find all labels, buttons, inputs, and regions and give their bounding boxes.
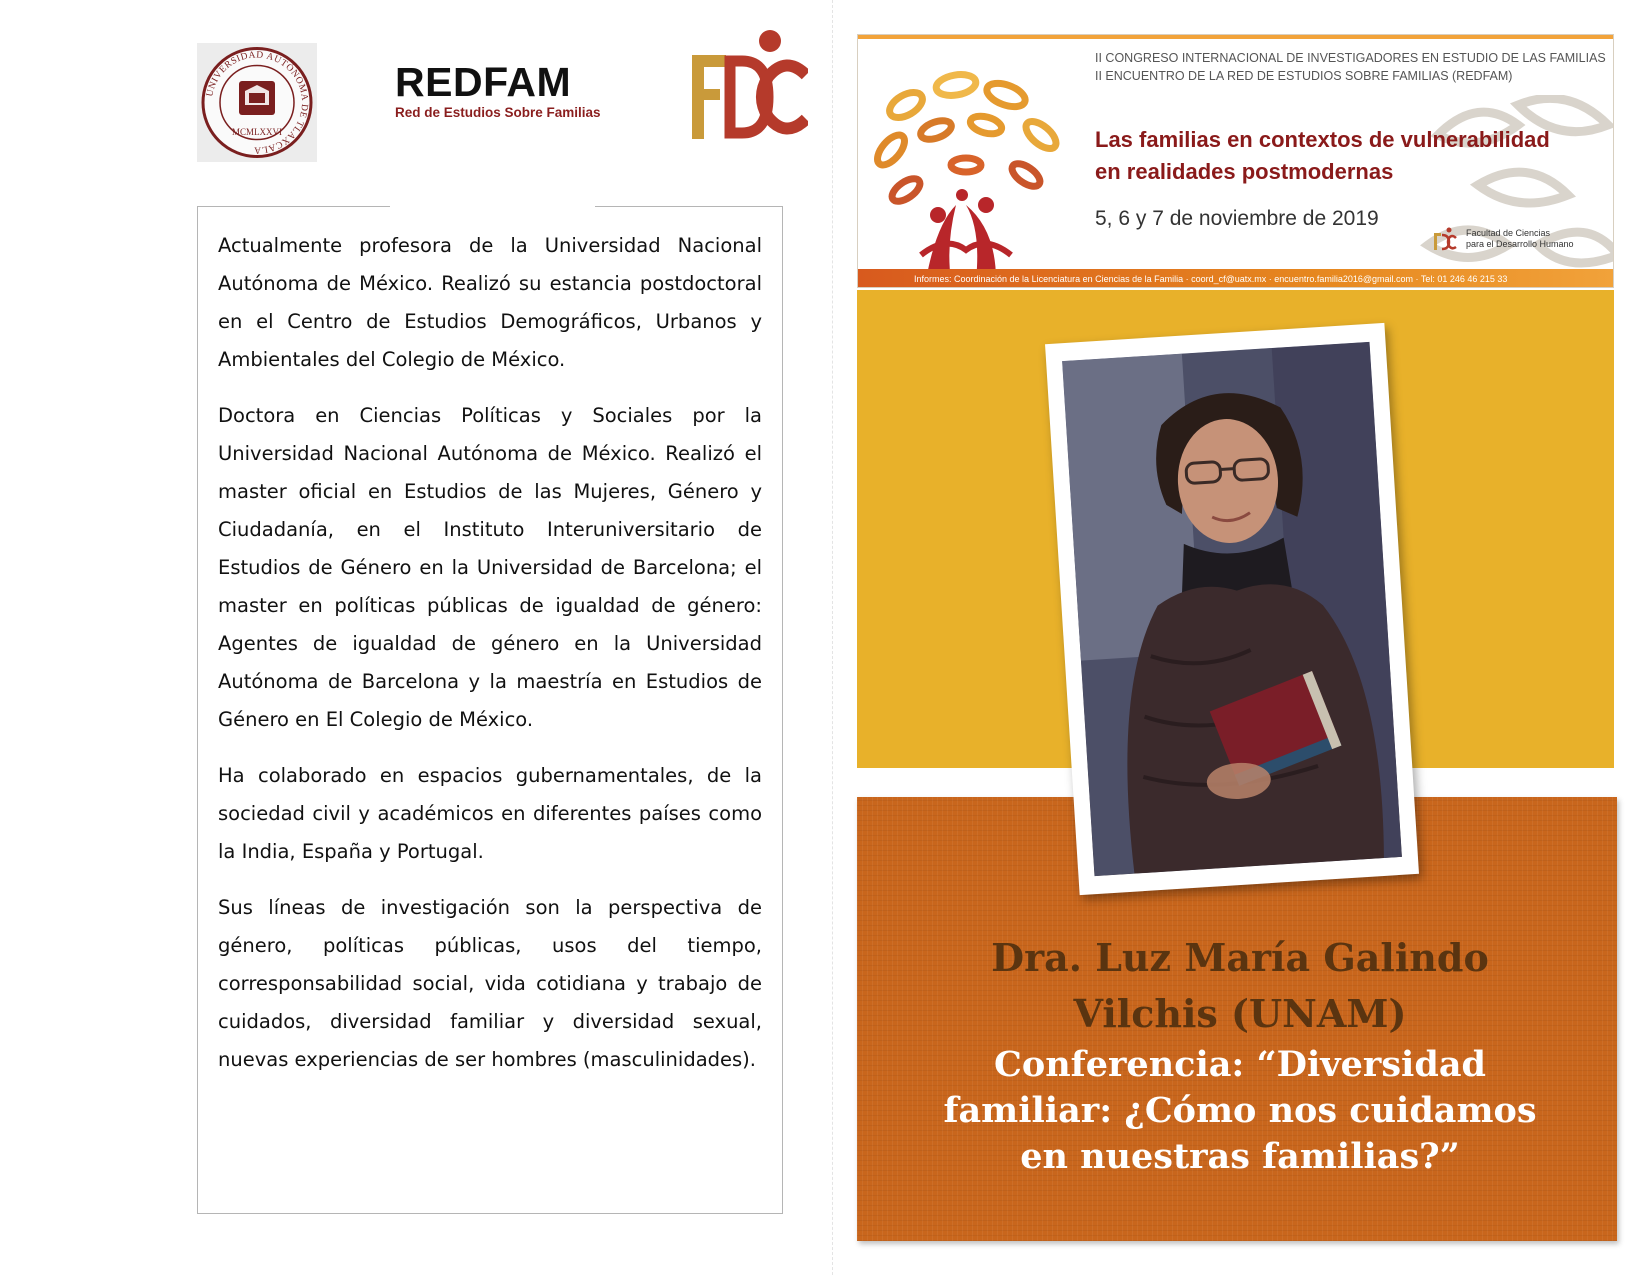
conference-title-line: en nuestras familias?” (1020, 1136, 1460, 1177)
bio-box-top-gap (390, 200, 595, 212)
uat-seal-ring-text: UNIVERSIDAD AUTÓNOMA DE TLAXCALA (205, 50, 310, 155)
redfam-logo (395, 60, 615, 130)
conference-title-line: familiar: ¿Cómo nos cuidamos (943, 1090, 1537, 1131)
congress-banner (857, 34, 1614, 288)
speaker-name-line: Dra. Luz María Galindo (991, 935, 1489, 980)
bio-paragraph: Doctora en Ciencias Políticas y Sociales por la Universidad Nacional Autónoma de México. Realizó el master oficial en Estudios de las Mujeres, Género y Ciudadanía, en el Instituto Interuniversitario de Estudios de Género en la Universidad de Barcelona; el master en políticas públicas de igualdad de género: Agentes de igualdad de género en la Universidad Autónoma de Barcelona y la maestría en Estudios de Género en El Colegio de México. (218, 404, 762, 731)
banner-info-strip (858, 269, 1613, 287)
banner-title-line: en realidades postmodernas (1095, 159, 1394, 184)
fdc-logo (690, 25, 808, 143)
family-tree-illustration (866, 55, 1066, 280)
congress-name-line: II CONGRESO INTERNACIONAL DE INVESTIGADORES EN ESTUDIO DE LAS FAMILIAS (1095, 51, 1606, 65)
page-fold-divider (832, 0, 833, 1275)
faculty-line: Facultad de Ciencias (1466, 228, 1551, 238)
speaker-name-line: Vilchis (UNAM) (1073, 991, 1407, 1036)
speaker-name (880, 930, 1600, 1042)
conference-title-line: Conferencia: “Diversidad (994, 1044, 1486, 1085)
faculty-name (1466, 228, 1574, 250)
banner-title-line: Las familias en contextos de vulnerabilidad (1095, 127, 1550, 152)
bio-paragraph: Ha colaborado en espacios gubernamentales, de la sociedad civil y académicos en diferentes países como la India, España y Portugal. (218, 764, 762, 863)
faculty-line: para el Desarrollo Humano (1466, 239, 1574, 249)
meeting-name-line: II ENCUENTRO DE LA RED DE ESTUDIOS SOBRE FAMILIAS (REDFAM) (1095, 69, 1513, 83)
bio-paragraph: Sus líneas de investigación son la perspectiva de género, políticas públicas, usos del tiempo, corresponsabilidad social, vida cotidiana y trabajo de cuidados, diversidad familiar y diversidad sexual, nuevas experiencias de ser hombres (masculinidades). (218, 896, 762, 1071)
redfam-subtitle: Red de Estudios Sobre Familias (395, 105, 601, 120)
contact-info: Informes: Coordinación de la Licenciatura en Ciencias de la Familia · coord_cf@uatx.mx · encuentro.familia2016@gmail.com · Tel: 01 246 46 215 33 (914, 274, 1508, 284)
redfam-wordmark: REDFAM (395, 59, 572, 105)
speaker-photo-frame (1045, 323, 1419, 895)
bio-text (218, 227, 762, 1097)
conference-title (880, 1042, 1600, 1180)
speaker-bio-box (197, 206, 783, 1214)
congress-dates: 5, 6 y 7 de noviembre de 2019 (1095, 207, 1379, 230)
uat-seal-year: MCMLXXVI (231, 127, 283, 137)
bio-paragraph: Actualmente profesora de la Universidad Nacional Autónoma de México. Realizó su estancia postdoctoral en el Centro de Estudios Demográficos, Urbanos y Ambientales del Colegio de México. (218, 234, 762, 371)
fdc-mini-logo (1433, 227, 1457, 251)
uat-seal-logo (197, 43, 317, 162)
speaker-photo (1062, 342, 1402, 876)
banner-top-line (858, 35, 1613, 39)
